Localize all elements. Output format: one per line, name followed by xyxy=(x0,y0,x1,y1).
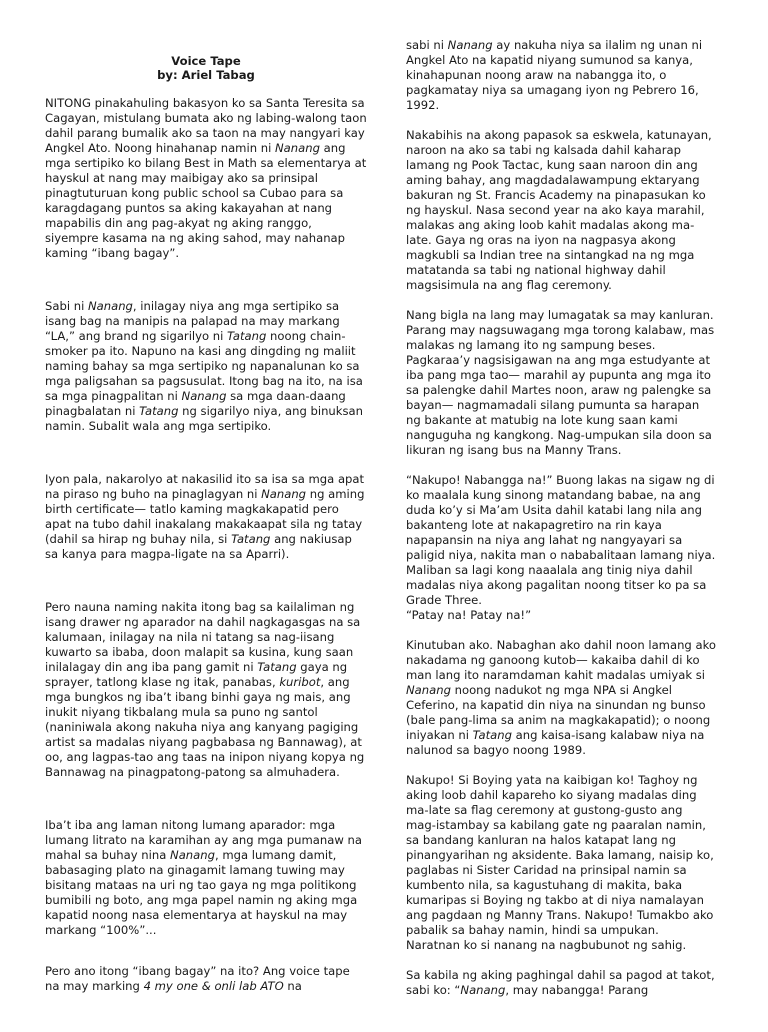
italic-text: Tatang xyxy=(139,404,179,418)
italic-text: 4 my one & onli lab ATO xyxy=(143,979,284,993)
text-run: noong chain-smoker pa ito. Napuno na kasi ang dingding ng maliit naming bahay sa mga sertipiko ng napanalunan ko sa mga paligsahan sa pagsusulat. Itong bag na ito, na isa sa mga pinagpalitan ni xyxy=(45,329,363,403)
text-run: , ang mga bungkos ng iba’t ibang binhi gaya ng mais, ang inukit niyang tikbalang mula sa puno ng santol (naniniwala akong nakuha niya ang kanyang pagiging artist sa madalas niyang pagbabasa ng Bannawag), at oo, ang lagpas-tao ang taas na inipon niyang kopya ng Bannawag na pinagpatong-patong sa almuhadera. xyxy=(45,675,365,779)
text-run: Kinutuban ako. Nabaghan ako dahil noon lamang ako nakadama ng ganoong kutob— kakaiba dahil di ko man lang ito naramdaman kahit madalas umiyak si xyxy=(406,638,716,682)
italic-text: kuribot xyxy=(279,675,321,689)
text-run: Sabi ni xyxy=(45,299,88,313)
paragraph xyxy=(45,299,367,434)
italic-text: Nanang xyxy=(460,983,506,997)
paragraph xyxy=(406,638,716,758)
italic-text: Tatang xyxy=(231,532,271,546)
article-byline: by: Ariel Tabag xyxy=(157,68,255,82)
paragraph xyxy=(406,128,716,293)
article-title: Voice Tape xyxy=(171,54,241,68)
right-column xyxy=(406,38,716,1013)
text-run: Nang bigla na lang may lumagatak sa may kanluran. Parang may nagsuwagang mga torong kalabaw, mas malakas ng lamang ito ng sampung beses. Pagkaraa’y nagsisigawan na ang mga estudyante at iba pang mga tao— marahil ay pupunta ang mga ito sa palengke dahil Martes noon, araw ng palengke sa bayan— nagmamadali silang pumunta sa harapan ng bakante at matubig na lote kung saan kami nanguguha ng kangkong. Nag-umpukan sila doon sa likuran ng isang bus na Manny Trans. xyxy=(406,308,715,457)
article-header xyxy=(45,54,367,82)
text-run: NITONG pinakahuling bakasyon ko sa Santa Teresita sa Cagayan, mistulang bumata ako ng labing-walong taon dahil parang bumalik ako sa taon na may nangyari kay Angkel Ato. Noong hinahanap namin ni xyxy=(45,96,367,155)
text-run: sabi ni xyxy=(406,38,448,52)
italic-text: Nanang xyxy=(406,683,451,697)
text-run: , mga lumang damit, babasaging plato na ginagamit lamang tuwing may bisitang mataas na uri ng tao gaya ng mga politikong bumibili ng boto, ang mga papel namin ng aking mga kapatid noong nasa elementarya at hayskul na may markang “100%”... xyxy=(45,848,358,937)
text-run: gaya ng sprayer, tatlong klase ng itak, panabas, xyxy=(45,660,348,689)
text-run: Nakupo! Si Boying yata na kaibigan ko! Taghoy ng aking loob dahil kapareho ko siyang madalas ding ma-late sa flag ceremony at gustong-gusto ang mag-istambay sa kabilang gate ng paaralan namin, sa bandang kanluran na halos katapat lang ng pinangyarihan ng aksidente. Baka lamang, naisip ko, paglabas ni Sister Caridad na prinsipal namin sa kumbento nila, sa kagustuhang di makita, baka kumaripas si Boying ng takbo at di niya namalayan ang pagdaan ng Manny Trans. Nakupo! Tumakbo ako pabalik sa bahay namin, hindi sa umpukan. Naratnan ko si nanang na nagbubunot ng sahig. xyxy=(406,773,714,952)
text-run: , inilagay niya ang mga sertipiko sa isang bag na manipis na palapad na may markang “LA,” ang brand ng sigarilyo ni xyxy=(45,299,340,343)
text-run: Pero nauna naming nakita itong bag sa kailaliman ng isang drawer ng aparador na dahil nagkagasgas na sa kalumaan, inilagay na nila ni tatang sa nag-iisang kuwarto sa ibaba, doon malapit sa kusina, kung saan inilalagay din ang iba pang gamit ni xyxy=(45,600,361,674)
italic-text: Nanang xyxy=(181,389,227,403)
paragraph xyxy=(406,968,716,998)
paragraph xyxy=(45,96,367,261)
paragraph xyxy=(45,600,367,780)
italic-text: Nanang xyxy=(170,848,215,862)
text-run: noong nadukot ng mga NPA si Angkel Ceferino, na kapatid din niya na sinundan ng bunso (bale pang-lima sa anim na magkakapatid); o noong iniyakan ni xyxy=(406,683,711,742)
paragraph xyxy=(45,964,367,994)
italic-text: Nanang xyxy=(447,38,493,52)
paragraph xyxy=(406,773,716,953)
text-run: Iyon pala, nakarolyo at nakasilid ito sa isa sa mga apat na piraso ng buho na pinaglagyan ni xyxy=(45,472,365,501)
text-run: Nakabihis na akong papasok sa eskwela, katunayan, naroon na ako sa tabi ng kalsada dahil kaharap lamang ng Pook Tactac, kung saan naroon din ang aming bahay, ang magdadalawampung ektaryang bakuran ng St. Francis Academy na pinapasukan ko ng hayskul. Nasa second year na ako kaya marahil, malakas ang aking loob kahit madalas akong ma-late. Gaya ng oras na iyon na nagpasya akong magkubli sa Indian tree na sintangkad na ng mga matatanda sa tabi ng national highway dahil magsisimula na ang flag ceremony. xyxy=(406,128,712,292)
text-run: Sa kabila ng aking paghingal dahil sa pagod at takot, sabi ko: “ xyxy=(406,968,715,997)
italic-text: Nanang xyxy=(87,299,133,313)
italic-text: Tatang xyxy=(257,660,297,674)
text-run: ay nakuha niya sa ilalim ng unan ni Angkel Ato na kapatid niyang sumunod sa kanya, kinahapunan noong araw na nabangga ito, o pagkamatay niya sa umagang iyon ng Pebrero 16, 1992. xyxy=(406,38,703,112)
text-run: ang kaisa-isang kalabaw niya na nalunod sa bagyo noong 1989. xyxy=(406,728,705,757)
italic-text: Nanang xyxy=(261,487,307,501)
italic-text: Nanang xyxy=(275,141,320,155)
italic-text: Tatang xyxy=(472,728,512,742)
text-run: , may nabangga! Parang xyxy=(505,983,649,997)
text-run: Pero ano itong “ibang bagay” na ito? Ang voice tape na may marking xyxy=(45,964,350,993)
left-column xyxy=(45,38,367,1032)
text-run: ng sigarilyo niya, ang binuksan namin. Subalit wala ang mga sertipiko. xyxy=(45,404,363,433)
text-run: “Nakupo! Nabangga na!” Buong lakas na sigaw ng di ko maalala kung sinong matandang babae, na ang duda ko’y si Ma’am Usita dahil katabi lang nila ang bakanteng lote at nakapagretiro na rin kaya napapansin na niya ang lahat ng nangyayari sa paligid niya, nakita man o nababalitaan lamang niya. Maliban sa lagi kong naaalala ang tinig niya dahil madalas niya akong pagalitan noong titser ko pa sa Grade Three. xyxy=(406,473,716,607)
text-run: na xyxy=(283,979,302,993)
paragraph: “Patay na! Patay na!” xyxy=(406,608,532,622)
paragraph xyxy=(406,38,716,113)
italic-text: Tatang xyxy=(227,329,267,343)
paragraph xyxy=(406,473,716,608)
paragraph xyxy=(45,472,367,562)
paragraph xyxy=(45,818,367,938)
text-run: Iba’t iba ang laman nitong lumang aparador: mga lumang litrato na karamihan ay ang mga pumanaw na mahal sa buhay nina xyxy=(45,818,362,862)
text-run: ang nakiusap sa kanya para magpa-ligate na sa Aparri). xyxy=(45,532,352,561)
paragraph xyxy=(406,308,716,458)
text-run: sa mga daan-daang pinagbalatan ni xyxy=(45,389,346,418)
text-run: ang mga sertipiko ko bilang Best in Math sa elementarya at hayskul at nang may maibigay ako sa prinsipal pinagtuturuan kong public school sa Cubao para sa karagdagang puntos sa aking kakayahan at nang mapabilis din ang pag-akyat ng aking ranggo, siyempre kasama na ng aking sahod, may nahanap kaming “ibang bagay”. xyxy=(45,141,367,260)
text-run: ng aming birth certificate— tatlo kaming magkakapatid pero apat na tubo dahil inakalang makakaapat sila ng tatay (dahil sa hirap ng buhay nila, si xyxy=(45,487,365,546)
